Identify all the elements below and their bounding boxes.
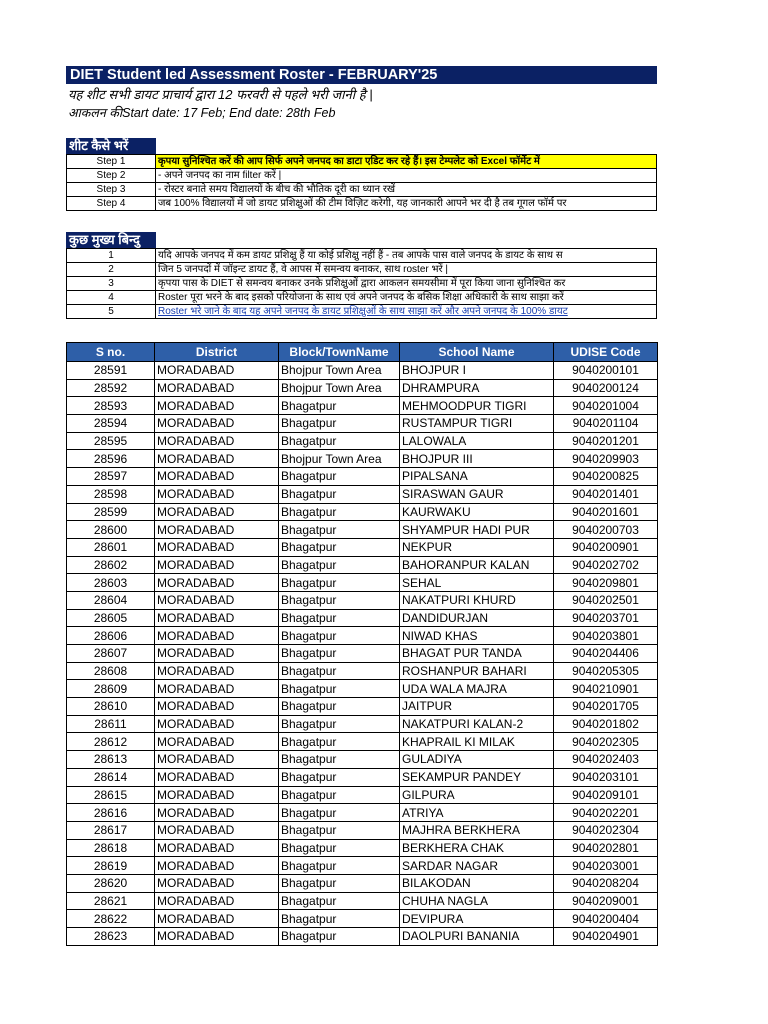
- block-cell: Bhagatpur: [279, 874, 400, 892]
- table-row: [67, 751, 658, 769]
- serial-number-cell: 28619: [67, 857, 155, 875]
- column-header: S no.: [67, 343, 155, 362]
- step-text: जब 100% विद्यालयों में जो डायट प्रशिक्षुओं की टीम विज़िट करेगी, यह जानकारी आपने भर दी है तब गूगल फॉर्म पर: [156, 197, 657, 211]
- table-row: [67, 468, 658, 486]
- point-row: [67, 305, 657, 319]
- district-cell: MORADABAD: [155, 839, 279, 857]
- udise-code-cell: 9040201201: [554, 432, 658, 450]
- serial-number-cell: 28600: [67, 521, 155, 539]
- school-name-cell: BHOJPUR III: [400, 450, 554, 468]
- point-number: 5: [67, 305, 156, 319]
- school-name-cell: BHAGAT PUR TANDA: [400, 645, 554, 663]
- point-number: 1: [67, 249, 156, 263]
- table-row: [67, 521, 658, 539]
- udise-code-cell: 9040202501: [554, 591, 658, 609]
- udise-code-cell: 9040202304: [554, 821, 658, 839]
- block-cell: Bhojpur Town Area: [279, 379, 400, 397]
- table-row: [67, 397, 658, 415]
- district-cell: MORADABAD: [155, 503, 279, 521]
- school-name-cell: SHYAMPUR HADI PUR: [400, 521, 554, 539]
- udise-code-cell: 9040205305: [554, 662, 658, 680]
- block-cell: Bhagatpur: [279, 645, 400, 663]
- school-name-cell: CHUHA NAGLA: [400, 892, 554, 910]
- block-cell: Bhagatpur: [279, 503, 400, 521]
- udise-code-cell: 9040201802: [554, 715, 658, 733]
- table-row: [67, 698, 658, 716]
- table-row: [67, 715, 658, 733]
- udise-code-cell: 9040203001: [554, 857, 658, 875]
- serial-number-cell: 28616: [67, 804, 155, 822]
- serial-number-cell: 28598: [67, 485, 155, 503]
- udise-code-cell: 9040204406: [554, 645, 658, 663]
- school-name-cell: BHOJPUR I: [400, 362, 554, 380]
- block-cell: Bhagatpur: [279, 415, 400, 433]
- table-row: [67, 839, 658, 857]
- serial-number-cell: 28613: [67, 751, 155, 769]
- step-number: Step 2: [67, 169, 156, 183]
- column-header: School Name: [400, 343, 554, 362]
- district-cell: MORADABAD: [155, 768, 279, 786]
- school-name-cell: DEVIPURA: [400, 910, 554, 928]
- block-cell: Bhagatpur: [279, 821, 400, 839]
- step-row: [67, 197, 657, 211]
- school-name-cell: KHAPRAIL KI MILAK: [400, 733, 554, 751]
- step-row: [67, 183, 657, 197]
- udise-code-cell: 9040210901: [554, 680, 658, 698]
- block-cell: Bhagatpur: [279, 662, 400, 680]
- step-number: Step 1: [67, 155, 156, 169]
- block-cell: Bhagatpur: [279, 432, 400, 450]
- table-row: [67, 379, 658, 397]
- table-row: [67, 804, 658, 822]
- school-name-cell: ATRIYA: [400, 804, 554, 822]
- school-name-cell: KAURWAKU: [400, 503, 554, 521]
- table-row: [67, 591, 658, 609]
- block-cell: Bhagatpur: [279, 468, 400, 486]
- serial-number-cell: 28622: [67, 910, 155, 928]
- serial-number-cell: 28611: [67, 715, 155, 733]
- serial-number-cell: 28620: [67, 874, 155, 892]
- udise-code-cell: 9040202201: [554, 804, 658, 822]
- udise-code-cell: 9040204901: [554, 928, 658, 946]
- udise-code-cell: 9040209801: [554, 574, 658, 592]
- district-cell: MORADABAD: [155, 379, 279, 397]
- udise-code-cell: 9040200703: [554, 521, 658, 539]
- block-cell: Bhagatpur: [279, 839, 400, 857]
- udise-code-cell: 9040200825: [554, 468, 658, 486]
- district-cell: MORADABAD: [155, 910, 279, 928]
- step-number: Step 3: [67, 183, 156, 197]
- document-title: DIET Student led Assessment Roster - FEBRUARY'25: [66, 66, 657, 84]
- point-row: [67, 249, 657, 263]
- point-number: 3: [67, 277, 156, 291]
- table-row: [67, 928, 658, 946]
- table-row: [67, 768, 658, 786]
- district-cell: MORADABAD: [155, 857, 279, 875]
- district-cell: MORADABAD: [155, 397, 279, 415]
- udise-code-cell: 9040201401: [554, 485, 658, 503]
- steps-table: [66, 154, 657, 211]
- serial-number-cell: 28608: [67, 662, 155, 680]
- school-name-cell: NAKATPURI KALAN-2: [400, 715, 554, 733]
- district-cell: MORADABAD: [155, 591, 279, 609]
- serial-number-cell: 28595: [67, 432, 155, 450]
- district-cell: MORADABAD: [155, 556, 279, 574]
- block-cell: Bhagatpur: [279, 538, 400, 556]
- school-name-cell: JAITPUR: [400, 698, 554, 716]
- table-row: [67, 680, 658, 698]
- district-cell: MORADABAD: [155, 485, 279, 503]
- school-name-cell: NIWAD KHAS: [400, 627, 554, 645]
- school-name-cell: MEHMOODPUR TIGRI: [400, 397, 554, 415]
- district-cell: MORADABAD: [155, 715, 279, 733]
- school-name-cell: PIPALSANA: [400, 468, 554, 486]
- district-cell: MORADABAD: [155, 680, 279, 698]
- school-name-cell: DANDIDURJAN: [400, 609, 554, 627]
- school-name-cell: NEKPUR: [400, 538, 554, 556]
- school-name-cell: ROSHANPUR BAHARI: [400, 662, 554, 680]
- table-row: [67, 662, 658, 680]
- district-cell: MORADABAD: [155, 362, 279, 380]
- serial-number-cell: 28602: [67, 556, 155, 574]
- block-cell: Bhagatpur: [279, 715, 400, 733]
- school-name-cell: RUSTAMPUR TIGRI: [400, 415, 554, 433]
- point-row: [67, 291, 657, 305]
- table-row: [67, 627, 658, 645]
- udise-code-cell: 9040201601: [554, 503, 658, 521]
- column-header: UDISE Code: [554, 343, 658, 362]
- school-name-cell: MAJHRA BERKHERA: [400, 821, 554, 839]
- table-row: [67, 415, 658, 433]
- block-cell: Bhojpur Town Area: [279, 362, 400, 380]
- udise-code-cell: 9040201004: [554, 397, 658, 415]
- serial-number-cell: 28605: [67, 609, 155, 627]
- district-cell: MORADABAD: [155, 786, 279, 804]
- serial-number-cell: 28621: [67, 892, 155, 910]
- district-cell: MORADABAD: [155, 928, 279, 946]
- udise-code-cell: 9040202403: [554, 751, 658, 769]
- point-row: [67, 277, 657, 291]
- school-name-cell: LALOWALA: [400, 432, 554, 450]
- serial-number-cell: 28606: [67, 627, 155, 645]
- step-number: Step 4: [67, 197, 156, 211]
- roster-table: [66, 342, 658, 946]
- table-row: [67, 556, 658, 574]
- block-cell: Bhagatpur: [279, 574, 400, 592]
- point-text: यदि आपके जनपद में कम डायट प्रशिक्षु हैं या कोई प्रशिक्षु नहीं हैं - तब आपके पास वाले जनपद के डायट के साथ स: [156, 249, 657, 263]
- udise-code-cell: 9040200124: [554, 379, 658, 397]
- serial-number-cell: 28618: [67, 839, 155, 857]
- column-header: District: [155, 343, 279, 362]
- serial-number-cell: 28599: [67, 503, 155, 521]
- school-name-cell: SEKAMPUR PANDEY: [400, 768, 554, 786]
- step-row: [67, 169, 657, 183]
- serial-number-cell: 28609: [67, 680, 155, 698]
- steps-heading: शीट कैसे भरें: [66, 138, 156, 154]
- table-row: [67, 857, 658, 875]
- school-name-cell: UDA WALA MAJRA: [400, 680, 554, 698]
- district-cell: MORADABAD: [155, 698, 279, 716]
- assessment-dates: [68, 104, 335, 121]
- table-row: [67, 821, 658, 839]
- serial-number-cell: 28607: [67, 645, 155, 663]
- serial-number-cell: 28612: [67, 733, 155, 751]
- points-heading: कुछ मुख्य बिन्दु: [66, 232, 156, 248]
- table-row: [67, 485, 658, 503]
- school-name-cell: BERKHERA CHAK: [400, 839, 554, 857]
- district-cell: MORADABAD: [155, 574, 279, 592]
- table-row: [67, 733, 658, 751]
- block-cell: Bhagatpur: [279, 751, 400, 769]
- serial-number-cell: 28601: [67, 538, 155, 556]
- school-name-cell: BILAKODAN: [400, 874, 554, 892]
- step-text: - अपने जनपद का नाम filter करें |: [156, 169, 657, 183]
- school-name-cell: SIRASWAN GAUR: [400, 485, 554, 503]
- district-cell: MORADABAD: [155, 538, 279, 556]
- dates-prefix: आकलन की: [68, 106, 123, 120]
- table-row: [67, 432, 658, 450]
- table-row: [67, 786, 658, 804]
- table-row: [67, 609, 658, 627]
- district-cell: MORADABAD: [155, 450, 279, 468]
- udise-code-cell: 9040200404: [554, 910, 658, 928]
- district-cell: MORADABAD: [155, 521, 279, 539]
- district-cell: MORADABAD: [155, 874, 279, 892]
- school-name-cell: SARDAR NAGAR: [400, 857, 554, 875]
- point-text: Roster पूरा भरने के बाद इसको परियोजना के साथ एवं अपने जनपद के बसिक शिक्षा अधिकारी के साथ साझा करें: [156, 291, 657, 305]
- table-row: [67, 538, 658, 556]
- block-cell: Bhagatpur: [279, 397, 400, 415]
- udise-code-cell: 9040200901: [554, 538, 658, 556]
- block-cell: Bhagatpur: [279, 892, 400, 910]
- step-row: [67, 155, 657, 169]
- serial-number-cell: 28617: [67, 821, 155, 839]
- block-cell: Bhagatpur: [279, 591, 400, 609]
- udise-code-cell: 9040200101: [554, 362, 658, 380]
- udise-code-cell: 9040208204: [554, 874, 658, 892]
- serial-number-cell: 28591: [67, 362, 155, 380]
- block-cell: Bhojpur Town Area: [279, 450, 400, 468]
- udise-code-cell: 9040209001: [554, 892, 658, 910]
- block-cell: Bhagatpur: [279, 609, 400, 627]
- subtitle: यह शीट सभी डायट प्राचार्य द्वारा 12 फरवरी से पहले भरी जानी है |: [68, 87, 373, 102]
- district-cell: MORADABAD: [155, 751, 279, 769]
- school-name-cell: NAKATPURI KHURD: [400, 591, 554, 609]
- udise-code-cell: 9040209101: [554, 786, 658, 804]
- step-text: कृपया सुनिश्चित करें की आप सिर्फ अपने जनपद का डाटा एडिट कर रहे हैं। इस टेम्पलेट को Excel फॉर्मेट में: [156, 155, 657, 169]
- district-cell: MORADABAD: [155, 804, 279, 822]
- block-cell: Bhagatpur: [279, 768, 400, 786]
- school-name-cell: BAHORANPUR KALAN: [400, 556, 554, 574]
- district-cell: MORADABAD: [155, 662, 279, 680]
- block-cell: Bhagatpur: [279, 928, 400, 946]
- serial-number-cell: 28603: [67, 574, 155, 592]
- district-cell: MORADABAD: [155, 432, 279, 450]
- point-link[interactable]: Roster भरे जाने के बाद यह अपने जनपद के डायट प्रशिक्षुओं के साथ साझा करें और अपने जनपद के 100% डायट: [156, 305, 657, 319]
- step-text: - रोस्टर बनाते समय विद्यालयों के बीच की भौतिक दूरी का ध्यान रखें: [156, 183, 657, 197]
- point-row: [67, 263, 657, 277]
- point-number: 4: [67, 291, 156, 305]
- point-number: 2: [67, 263, 156, 277]
- dates-text: Start date: 17 Feb; End date: 28th Feb: [122, 106, 336, 120]
- serial-number-cell: 28594: [67, 415, 155, 433]
- table-row: [67, 910, 658, 928]
- udise-code-cell: 9040201104: [554, 415, 658, 433]
- district-cell: MORADABAD: [155, 415, 279, 433]
- udise-code-cell: 9040203701: [554, 609, 658, 627]
- district-cell: MORADABAD: [155, 609, 279, 627]
- block-cell: Bhagatpur: [279, 804, 400, 822]
- table-row: [67, 362, 658, 380]
- district-cell: MORADABAD: [155, 821, 279, 839]
- serial-number-cell: 28610: [67, 698, 155, 716]
- block-cell: Bhagatpur: [279, 627, 400, 645]
- serial-number-cell: 28604: [67, 591, 155, 609]
- serial-number-cell: 28596: [67, 450, 155, 468]
- udise-code-cell: 9040202702: [554, 556, 658, 574]
- udise-code-cell: 9040209903: [554, 450, 658, 468]
- school-name-cell: DAOLPURI BANANIA: [400, 928, 554, 946]
- udise-code-cell: 9040202305: [554, 733, 658, 751]
- udise-code-cell: 9040202801: [554, 839, 658, 857]
- table-row: [67, 574, 658, 592]
- serial-number-cell: 28615: [67, 786, 155, 804]
- table-row: [67, 892, 658, 910]
- serial-number-cell: 28614: [67, 768, 155, 786]
- district-cell: MORADABAD: [155, 468, 279, 486]
- school-name-cell: SEHAL: [400, 574, 554, 592]
- serial-number-cell: 28597: [67, 468, 155, 486]
- school-name-cell: GILPURA: [400, 786, 554, 804]
- points-table: [66, 248, 657, 319]
- table-row: [67, 450, 658, 468]
- point-text: कृपया पास के DIET से समन्वय बनाकर उनके प्रशिक्षुओं द्वारा आकलन समयसीमा में पूरा किया जाना सुनिश्चित कर: [156, 277, 657, 291]
- block-cell: Bhagatpur: [279, 521, 400, 539]
- block-cell: Bhagatpur: [279, 857, 400, 875]
- column-header: Block/TownName: [279, 343, 400, 362]
- block-cell: Bhagatpur: [279, 680, 400, 698]
- district-cell: MORADABAD: [155, 627, 279, 645]
- udise-code-cell: 9040203101: [554, 768, 658, 786]
- table-row: [67, 874, 658, 892]
- table-row: [67, 503, 658, 521]
- block-cell: Bhagatpur: [279, 698, 400, 716]
- block-cell: Bhagatpur: [279, 786, 400, 804]
- table-row: [67, 645, 658, 663]
- block-cell: Bhagatpur: [279, 485, 400, 503]
- district-cell: MORADABAD: [155, 892, 279, 910]
- block-cell: Bhagatpur: [279, 556, 400, 574]
- block-cell: Bhagatpur: [279, 733, 400, 751]
- school-name-cell: GULADIYA: [400, 751, 554, 769]
- school-name-cell: DHRAMPURA: [400, 379, 554, 397]
- point-text: जिन 5 जनपदों में जॉइन्ट डायट हैं, वे आपस में समन्वय बनाकर, साथ roster भरें |: [156, 263, 657, 277]
- district-cell: MORADABAD: [155, 645, 279, 663]
- udise-code-cell: 9040201705: [554, 698, 658, 716]
- serial-number-cell: 28623: [67, 928, 155, 946]
- serial-number-cell: 28593: [67, 397, 155, 415]
- district-cell: MORADABAD: [155, 733, 279, 751]
- serial-number-cell: 28592: [67, 379, 155, 397]
- udise-code-cell: 9040203801: [554, 627, 658, 645]
- block-cell: Bhagatpur: [279, 910, 400, 928]
